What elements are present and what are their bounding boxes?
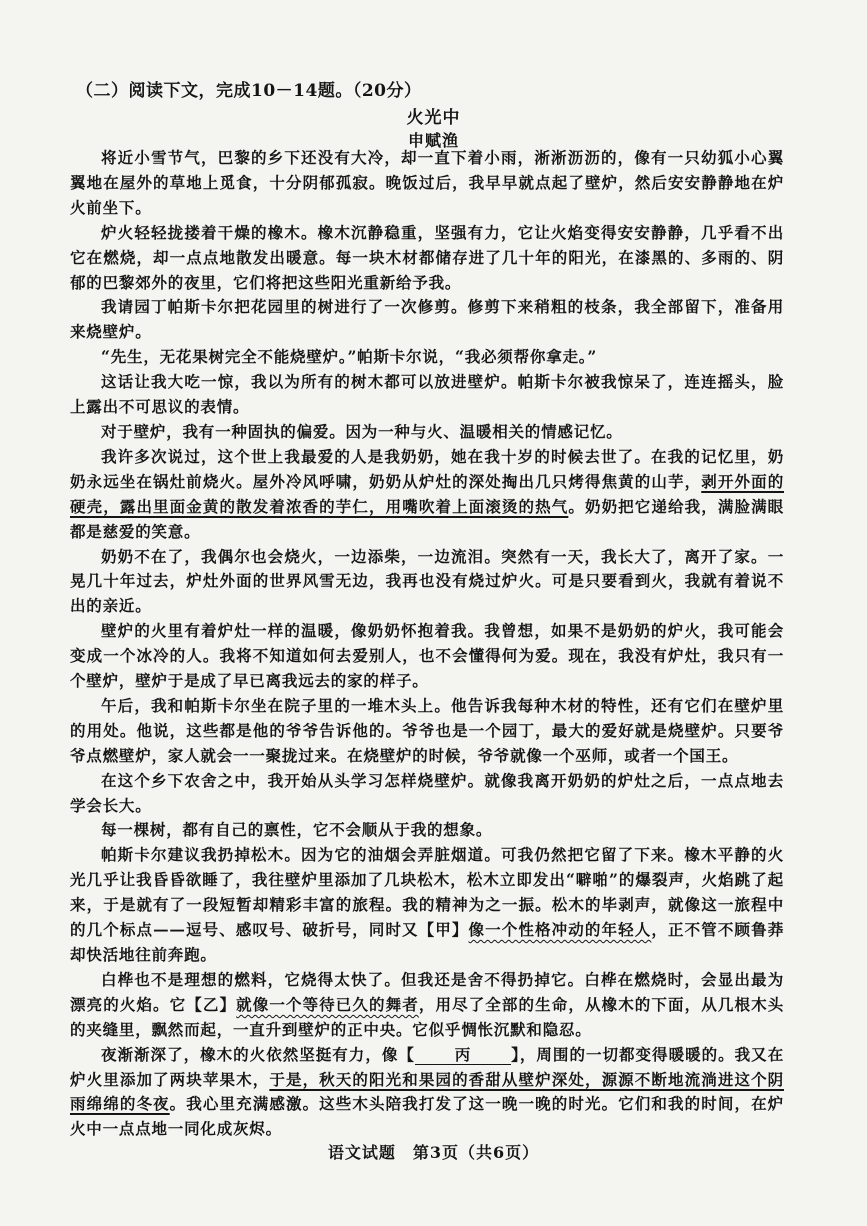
paragraph: “先生，无花果树完全不能烧壁炉。”帕斯卡尔说，“我必须帮你拿走。” <box>101 347 598 367</box>
paragraph: 在这个乡下农舍之中，我开始从头学习怎样烧壁炉。就像我离开奶奶的炉灶之后，一点点地去学会长大。 <box>70 770 784 815</box>
paragraph: 奶奶不在了，我偶尔也会烧火，一边添柴，一边流泪。突然有一天，我长大了，离开了家。一晃几十年过去，炉灶外面的世界风雪无边，我再也没有烧过炉火。可是只要看到火，我就有着说不出的亲近。 <box>70 546 784 616</box>
page-footer: 语文试题 第3页（共6页） <box>327 1143 540 1162</box>
paragraph <box>70 968 784 1043</box>
wavy-underlined-phrase-jia: 像一个性格冲动的年轻人 <box>468 920 652 940</box>
text-segment: 。我心里充满感激。这些木头陪我打发了这一晚一晚的时光。它们和我的时间，在炉火中一点点地一同化成灰烬。 <box>70 1094 784 1139</box>
text-segment: 白桦也不是理想的燃料，它烧得太快了。但我还是舍不得扔掉它。白桦在燃烧时，会显出最为漂亮的火焰。它【乙】 <box>70 969 784 1014</box>
paragraph <box>70 445 784 545</box>
article-title: 火光中 <box>406 108 461 128</box>
article-body <box>70 146 784 1142</box>
paragraph: 每一棵树，都有自己的禀性，它不会顺从于我的想象。 <box>101 820 493 840</box>
fill-blank-bing: 丙 <box>415 1046 511 1065</box>
paragraph <box>70 843 784 968</box>
paragraph: 将近小雪节气，巴黎的乡下还没有大冷，却一直下着小雨，淅淅沥沥的，像有一只幼狐小心翼翼地在屋外的草地上觅食，十分阴郁孤寂。晚饭过后，我早早就点起了壁炉，然后安安静静地在炉火前坐下。 <box>70 148 784 217</box>
text-segment: 我许多次说过，这个世上我最爱的人是我奶奶，她在我十岁的时候去世了。在我的记忆里，奶奶永远坐在锅灶前烧火。屋外冷风呼啸，奶奶从炉灶的深处掏出几只烤得焦黄的山芋， <box>70 446 784 491</box>
paragraph: 我请园丁帕斯卡尔把花园里的树进行了一次修剪。修剪下来稍粗的枝条，我全部留下，准备用来烧壁炉。 <box>70 297 784 342</box>
paragraph <box>70 1043 784 1143</box>
text-segment: 】，周围的一切都变得暖暖的。我又在炉火里添加了两块苹果木， <box>70 1044 784 1089</box>
paragraph: 午后，我和帕斯卡尔坐在院子里的一堆木头上。他告诉我每种木材的特性，还有它们在壁炉里的用处。他说，这些都是他的爷爷告诉他的。爷爷也是一个园丁，最大的爱好就是烧壁炉。只要爷爷点燃壁炉，家人就会一一聚拢过来。在烧壁炉的时候，爷爷就像一个巫师，或者一个国王。 <box>70 695 784 765</box>
paragraph: 对于壁炉，我有一种固执的偏爱。因为一种与火、温暖相关的情感记忆。 <box>101 421 623 441</box>
underlined-sentence: 剥开外面的硬壳，露出里面金黄的散发着浓香的芋仁，用嘴吹着上面滚烫的热气 <box>70 471 784 516</box>
underlined-sentence: 于是，秋天的阳光和果园的香甜从壁炉深处，源源不断地流淌进这个阴雨绵绵的冬夜 <box>70 1069 784 1114</box>
text-segment: ，用尽了全部的生命，从橡木的下面，从几根木头的夹缝里，飘然而起，一直升到壁炉的正中央。它似乎惆怅沉默和隐忍。 <box>70 994 784 1039</box>
question-header: （二）阅读下文，完成10－14题。（20分） <box>76 81 422 101</box>
paragraph: 炉火轻轻拢搂着干燥的橡木。橡木沉静稳重，坚强有力，它让火焰变得安安静静，几乎看不出它在燃烧，却一点点地散发出暖意。每一块木材都储存进了几十年的阳光，在漆黑的、多雨的、阴郁的巴黎郊外的夜里，它们将把这些阳光重新给予我。 <box>70 222 784 292</box>
paragraph: 这话让我大吃一惊，我以为所有的树木都可以放进壁炉。帕斯卡尔被我惊呆了，连连摇头，脸上露出不可思议的表情。 <box>70 372 784 417</box>
wavy-underlined-phrase-yi: 就像一个等待已久的舞者 <box>236 994 419 1014</box>
paragraph: 壁炉的火里有着炉灶一样的温暖，像奶奶怀抱着我。我曾想，如果不是奶奶的炉火，我可能会变成一个冰冷的人。我将不知道如何去爱别人，也不会懂得何为爱。现在，我没有炉灶，我只有一个壁炉，壁炉于是成了早已离我远去的家的样子。 <box>70 621 784 691</box>
text-segment: 夜渐渐深了，橡木的火依然坚挺有力，像【 <box>101 1044 415 1064</box>
text-segment: 帕斯卡尔建议我扔掉松木。因为它的油烟会弄脏烟道。可我仍然把它留了下来。橡木平静的火光几乎让我昏昏欲睡了，我往壁炉里添加了几块松木，松木立即发出“噼啪”的爆裂声，火焰跳了起来，于是就有了一段短暂却精彩丰富的旅程。我的精神为之一振。松木的毕剥声，就像这一旅程中的几个标点——逗号、感叹号、破折号，同时又【甲】 <box>70 845 784 940</box>
text-segment: ，正不管不顾鲁莽却快活地往前奔跑。 <box>70 920 784 964</box>
text-segment: 。奶奶把它递给我，满脸满眼都是慈爱的笑意。 <box>70 496 784 541</box>
article-author: 申赋渔 <box>407 131 459 150</box>
